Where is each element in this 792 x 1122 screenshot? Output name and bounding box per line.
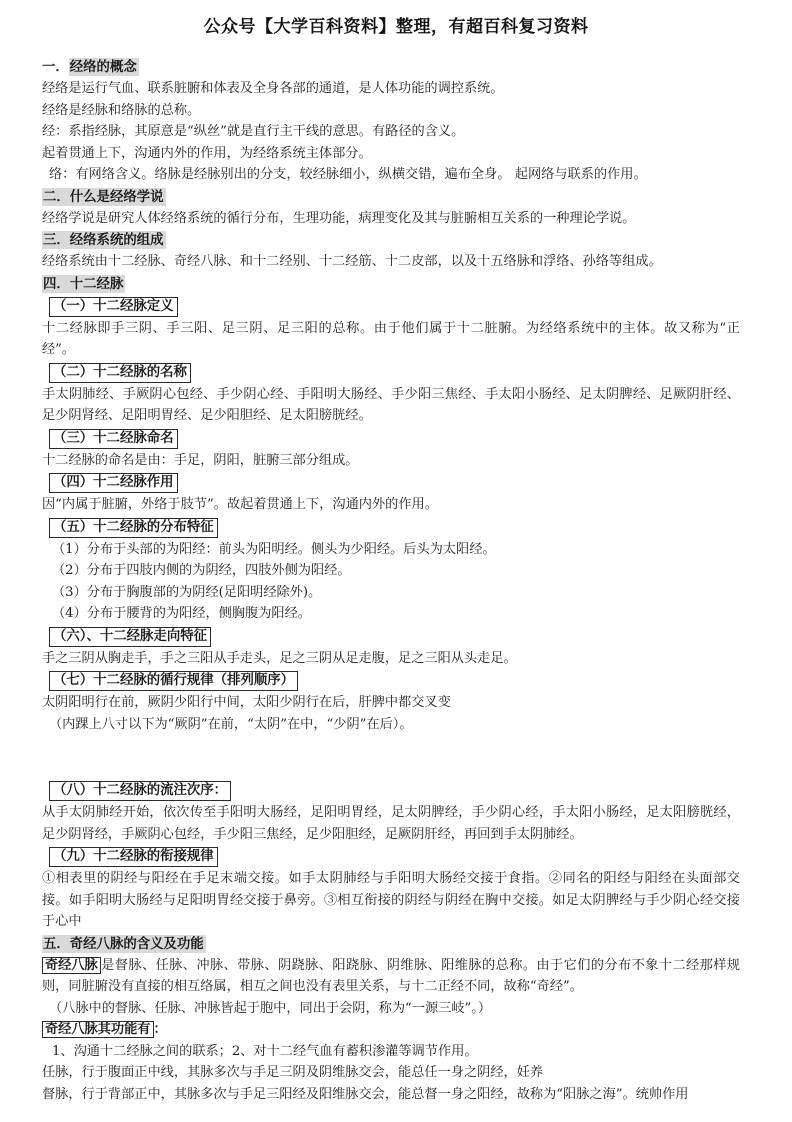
heading-section-4-sub-9-label: （九）十二经脉的衔接规律 <box>49 847 218 867</box>
heading-section-5-label: 五．奇经八脉的含义及功能 <box>43 935 204 952</box>
section-5-paragraph-1-rest: 是督脉、任脉、冲脉、带脉、阴跷脉、阳跷脉、阴维脉、阳维脉的总称。由于它们的分布不象十二经那样规则，同脏腑没有直接的相互络属，相互之间也没有表里关系，与十二正经不同，故称“奇经”。 <box>42 957 740 994</box>
heading-section-4-sub-8 <box>42 779 740 802</box>
section-4-sub-7-paragraph-2: （内踝上八寸以下为“厥阴”在前，“太阴”在中，“少阴”在后）。 <box>49 716 413 732</box>
heading-section-4-sub-2 <box>42 361 740 384</box>
section-5-paragraph-2: （八脉中的督脉、任脉、冲脉皆起于胞中，同出于会阴，称为“一源三岐”。） <box>49 1000 492 1016</box>
heading-section-4-sub-4-label: （四）十二经脉作用 <box>49 473 178 493</box>
section-4-sub-4-paragraph-1: 因“内属于脏腑，外络于肢节”。故起着贯通上下，沟通内外的作用。 <box>42 497 438 512</box>
section-5-paragraph-5: 任脉，行于腹面正中线，其脉多次与手足三阴及阴维脉交会，能总任一身之阴经，妊养 <box>42 1065 544 1080</box>
section-4-sub-7-paragraph-1: 太阴阳明行在前，厥阴少阳行中间，太阳少阴行在后，肝脾中都交叉变 <box>42 695 451 710</box>
heading-section-3-label: 三．经络系统的组成 <box>43 232 164 248</box>
section-1-paragraph-1: 经络是运行气血、联系脏腑和体表及全身各部的通道，是人体功能的调控系统。 <box>42 81 504 96</box>
page-spacer <box>42 735 740 779</box>
heading-section-1-number: 一． <box>42 59 69 75</box>
document-body <box>0 56 792 1105</box>
section-5-paragraph-4: 1、沟通十二经脉之间的联系；2、对十二经气血有蓄积渗灌等调节作用。 <box>52 1043 478 1059</box>
document-title: 公众号【大学百科资料】整理，有超百科复习资料 <box>203 17 589 37</box>
heading-section-4-sub-3 <box>42 427 740 450</box>
section-5-paragraph-3 <box>42 1019 740 1041</box>
heading-section-4-sub-9 <box>42 845 740 868</box>
heading-section-2 <box>42 186 740 208</box>
section-4-sub-9-paragraph-1: ①相表里的阴经与阳经在手足末端交接。如手太阴肺经与手阳明大肠经交接于食指。②同名的阳经与阳经在头面部交接。如手阳明大肠经与足阳明胃经交接于鼻旁。③相互衔接的阴经与阴经在胸中交接。如足太阴脾经与手少阴心经交接于心中 <box>42 871 740 929</box>
section-4-sub-5-item-3: （3）分布于胸腹部的为阴经(足阳明经除外)。 <box>52 584 322 600</box>
section-3-paragraph-1: 经络系统由十二经脉、奇经八脉、和十二经别、十二经筋、十二皮部，以及十五络脉和浮络、孙络等组成。 <box>42 254 662 269</box>
section-4-sub-5-item-1: （1）分布于头部的为阳经：前头为阳明经。侧头为少阳经。后头为太阳经。 <box>52 541 496 557</box>
section-1-paragraph-3: 经：系指经脉，其原意是“纵丝”就是直行主干线的意思。有路径的含义。 <box>42 124 465 139</box>
heading-section-4-sub-7-label: （七）十二经脉的循行规律（排列顺序） <box>49 671 298 691</box>
heading-section-4-sub-5-label: （五）十二经脉的分布特征 <box>49 518 218 538</box>
heading-section-2-label: 二．什么是经络学说 <box>43 188 164 205</box>
heading-section-4-sub-2-label: （二）十二经脉的名称 <box>49 363 191 383</box>
heading-section-4-sub-4 <box>42 471 740 494</box>
heading-section-4-sub-6 <box>42 625 740 648</box>
section-5-paragraph-3-rest: ： <box>153 1022 167 1037</box>
heading-section-4-label: 四．十二经脉 <box>43 275 124 292</box>
heading-section-4-sub-8-label: （八）十二经脉的流注次序： <box>49 781 231 801</box>
heading-section-4-sub-1-label: （一）十二经脉定义 <box>49 297 178 317</box>
section-2-paragraph-1: 经络学说是研究人体经络系统的循行分布，生理功能，病理变化及其与脏腑相互关系的一种理论学说。 <box>42 210 636 226</box>
boxed-term-qijingbamai-functions: 奇经八脉其功能有 <box>42 1021 154 1038</box>
heading-section-4-sub-5 <box>42 516 740 539</box>
heading-section-4 <box>42 273 740 295</box>
section-1-paragraph-2: 经络是经脉和络脉的总称。 <box>42 102 201 118</box>
section-4-sub-3-paragraph-1: 十二经脉的命名是由：手足，阴阳，脏腑三部分组成。 <box>42 452 359 468</box>
heading-section-3 <box>42 229 740 251</box>
heading-section-5 <box>42 933 740 955</box>
section-1-paragraph-5: 络：有网络含义。络脉是经脉别出的分支，较经脉细小，纵横交错，遍布全身。 起网络与联系的作用。 <box>49 167 647 182</box>
section-4-sub-8-paragraph-1: 从手太阴肺经开始，依次传至手阳明大肠经，足阳明胃经，足太阴脾经，手少阴心经，手太阳小肠经，足太阳膀胱经，足少阴肾经，手厥阴心包经，手少阳三焦经，足少阳胆经，足厥阴肝经，再回到手太阴肺经。 <box>42 805 740 842</box>
heading-section-4-sub-6-label: （六）、十二经脉走向特征 <box>49 627 211 647</box>
section-1-paragraph-4: 起着贯通上下，沟通内外的作用，为经络系统主体部分。 <box>42 145 372 161</box>
section-4-sub-5-item-2: （2）分布于四肢内侧的为阴经，四肢外侧为阳经。 <box>52 563 351 578</box>
section-4-sub-1-paragraph-1: 十二经脉即手三阴、手三阳、足三阴、足三阳的总称。由于他们属于十二脏腑。为经络系统中的主体。故又称为“正经”。 <box>42 320 740 357</box>
section-5-paragraph-6: 督脉，行于背部正中，其脉多次与手足三阳经及阳维脉交会，能总督一身之阳经，故称为“阳脉之海”。统帅作用 <box>42 1086 689 1102</box>
heading-section-4-sub-1 <box>42 295 740 318</box>
boxed-term-qijingbamai: 奇经八脉 <box>42 957 101 974</box>
section-4-sub-2-paragraph-1: 手太阴肺经、手厥阴心包经、手少阴心经、手阳明大肠经、手少阳三焦经、手太阳小肠经、足太阴脾经、足厥阴肝经、足少阴肾经、足阳明胃经、足少阳胆经、足太阳膀胱经。 <box>42 386 740 423</box>
section-4-sub-5-item-4: （4）分布于腰背的为阳经，侧胸腹为阳经。 <box>52 606 311 621</box>
heading-section-1 <box>42 56 740 78</box>
section-5-paragraph-1 <box>42 955 740 998</box>
section-4-sub-6-paragraph-1: 手之三阴从胸走手，手之三阳从手走头，足之三阴从足走腹，足之三阳从头走足。 <box>42 650 517 666</box>
heading-section-1-label: 经络的概念 <box>69 59 137 75</box>
heading-section-4-sub-7 <box>42 669 740 692</box>
heading-section-4-sub-3-label: （三）十二经脉命名 <box>49 429 178 449</box>
